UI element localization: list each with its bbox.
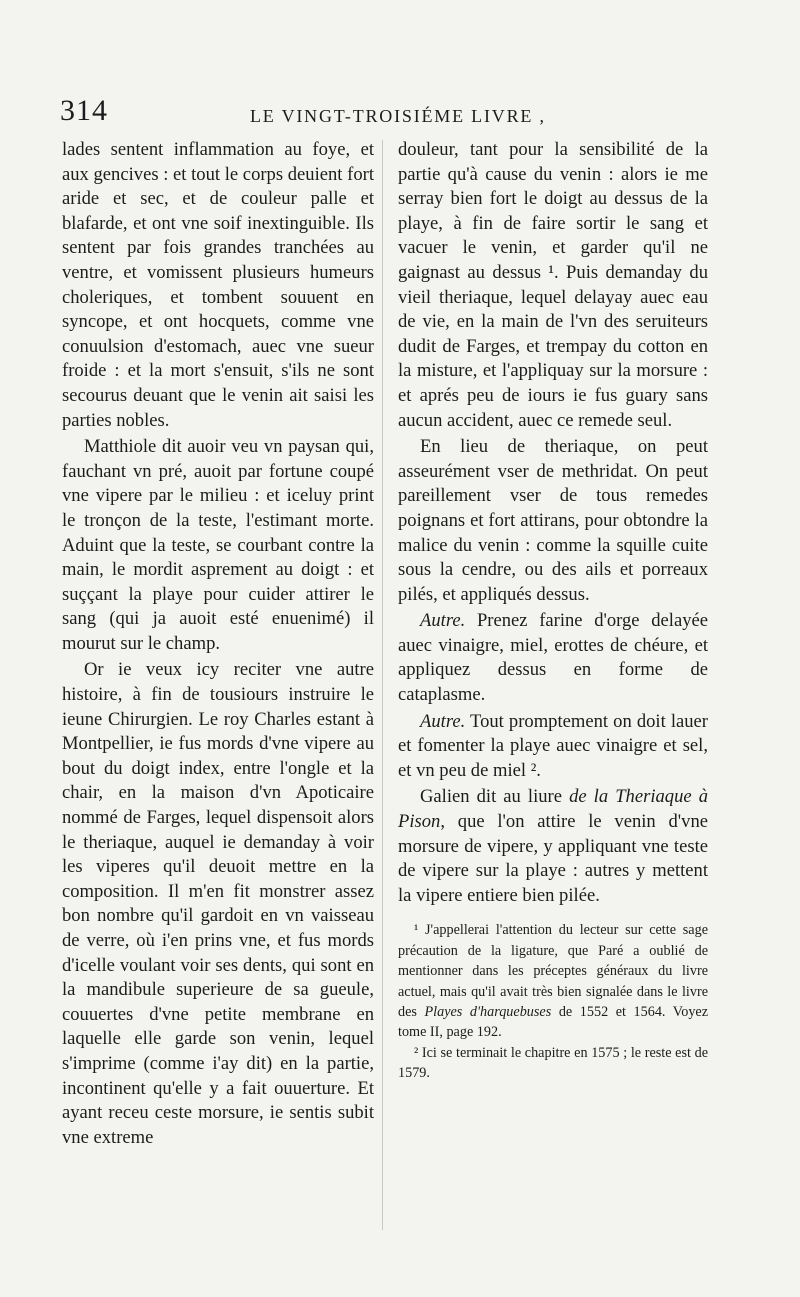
footnote-2: ² Ici se terminait le chapitre en 1575 ; le reste est de 1579.	[398, 1044, 708, 1082]
paragraph-text: , que l'on attire le venin d'vne morsure de vipere, y appliquant vne teste de vipere sur la playe : autres y mettent la vipere entiere bien pilée.	[398, 811, 708, 906]
left-paragraph-2: Matthiole dit auoir veu vn paysan qui, fauchant vn pré, auoit par fortune coupé vne vipere par le milieu : et iceluy print le tronçon de la teste, l'estimant morte. Aduint que la teste, se courbant contre la main, le mordit asprement au doigt : et suççant la playe pour cuider attirer le sang (qui ja auoit esté enuenimé) il mourut sur le champ.	[62, 436, 374, 654]
footnote-book-title: Playes d'harquebuses	[424, 1004, 552, 1021]
left-paragraph-3: Or ie veux icy reciter vne autre histoire, à fin de tousiours instruire le ieune Chirurgien. Le roy Charles estant à Montpellier, ie fus mords d'vne vipere au bout du doigt index, entre l'ongle et la chair, en la maison d'vn Apoticaire nommé de Farges, lequel dispensoit alors le theriaque, auquel ie demanday à voir les viperes qu'il deuoit mettre en la composition. Il m'en fit monstrer assez bon nombre qu'il gardoit en vn vaisseau de verre, où i'en prins vne, et fus mords d'icelle voulant voir ses dents, qui sont en la mandibule superieure de sa gueule, couuertes d'vne petite membrane en laquelle elle garde son venin, lequel s'imprime (comme i'ay dit) en la partie, incontinent qu'elle y a fait ouuerture. Et ayant receu ceste morsure, ie sentis subit vne extreme	[62, 659, 374, 1148]
right-paragraph-4	[398, 710, 708, 784]
right-paragraph-3	[398, 609, 708, 707]
left-paragraph-1: lades sentent inflammation au foye, et aux gencives : et tout le corps deuient fort aride et sec, et de couleur palle et blafarde, et ont vne soif inextinguible. Ils sentent par fois grandes tranchées au ventre, et vomissent plusieurs humeurs choleriques, et tombent souuent en syncope, et ont hocquets, comme vne conuulsion d'estomach, auec vne sueur froide : et la mort s'ensuit, s'ils ne sont secourus deuant que le venin ait saisi les parties nobles.	[62, 139, 374, 431]
remedy-text: Prenez farine d'orge delayée auec vinaigre, miel, erottes de chéure, et appliquez dessus en forme de cataplasme.	[398, 610, 708, 706]
left-column	[62, 138, 374, 1150]
page-number: 314	[60, 94, 108, 127]
footnote-text: de 1552 et 1564. Voyez tome II, page 192.	[398, 1004, 709, 1041]
running-head: LE VINGT-TROISIÉME LIVRE ,	[250, 106, 546, 126]
right-paragraph-2: En lieu de theriaque, on peut asseurément vser de methridat. On peut pareillement vser de tous remedes poignans et fort attirans, pour obtondre la malice du venin : comme la squille cuite sous la cendre, ou des ails et porreaux pilés, et appliqués dessus.	[398, 436, 708, 605]
footnote-1	[398, 920, 708, 1042]
footnote-text: ¹ J'appellerai l'attention du lecteur sur cette sage précaution de la ligature, que Paré a oublié de mentionner dans les préceptes généraux du livre actuel, mais qu'il avait très bien signalée dans le livre des	[398, 922, 708, 1021]
paragraph-text: Galien dit au liure	[420, 786, 570, 808]
book-title: de la Theriaque à Pison	[398, 786, 708, 833]
right-column	[398, 138, 708, 1084]
footnotes	[398, 920, 708, 1083]
remedy-label: Autre.	[420, 610, 466, 632]
column-divider	[382, 140, 383, 1230]
remedy-label: Autre.	[420, 710, 466, 732]
remedy-text: Tout promptement on doit lauer et fomenter la playe auec vinaigre et sel, et vn peu de miel ².	[398, 710, 708, 781]
right-paragraph-5	[398, 785, 708, 908]
right-paragraph-1: douleur, tant pour la sensibilité de la partie qu'à cause du venin : alors ie me serray bien fort le doigt au dessus de la playe, à fin de faire sortir le sang et vacuer le venin, et garder qu'il ne gaignast au dessus ¹. Puis demanday du vieil theriaque, lequel delayay auec eau de vie, en la main de l'vn des seruiteurs dudit de Farges, et trempay du cotton en la misture, et l'appliquay sur la morsure : et aprés peu de iours ie fus guary sans aucun accident, auec ce remede seul.	[398, 139, 708, 431]
